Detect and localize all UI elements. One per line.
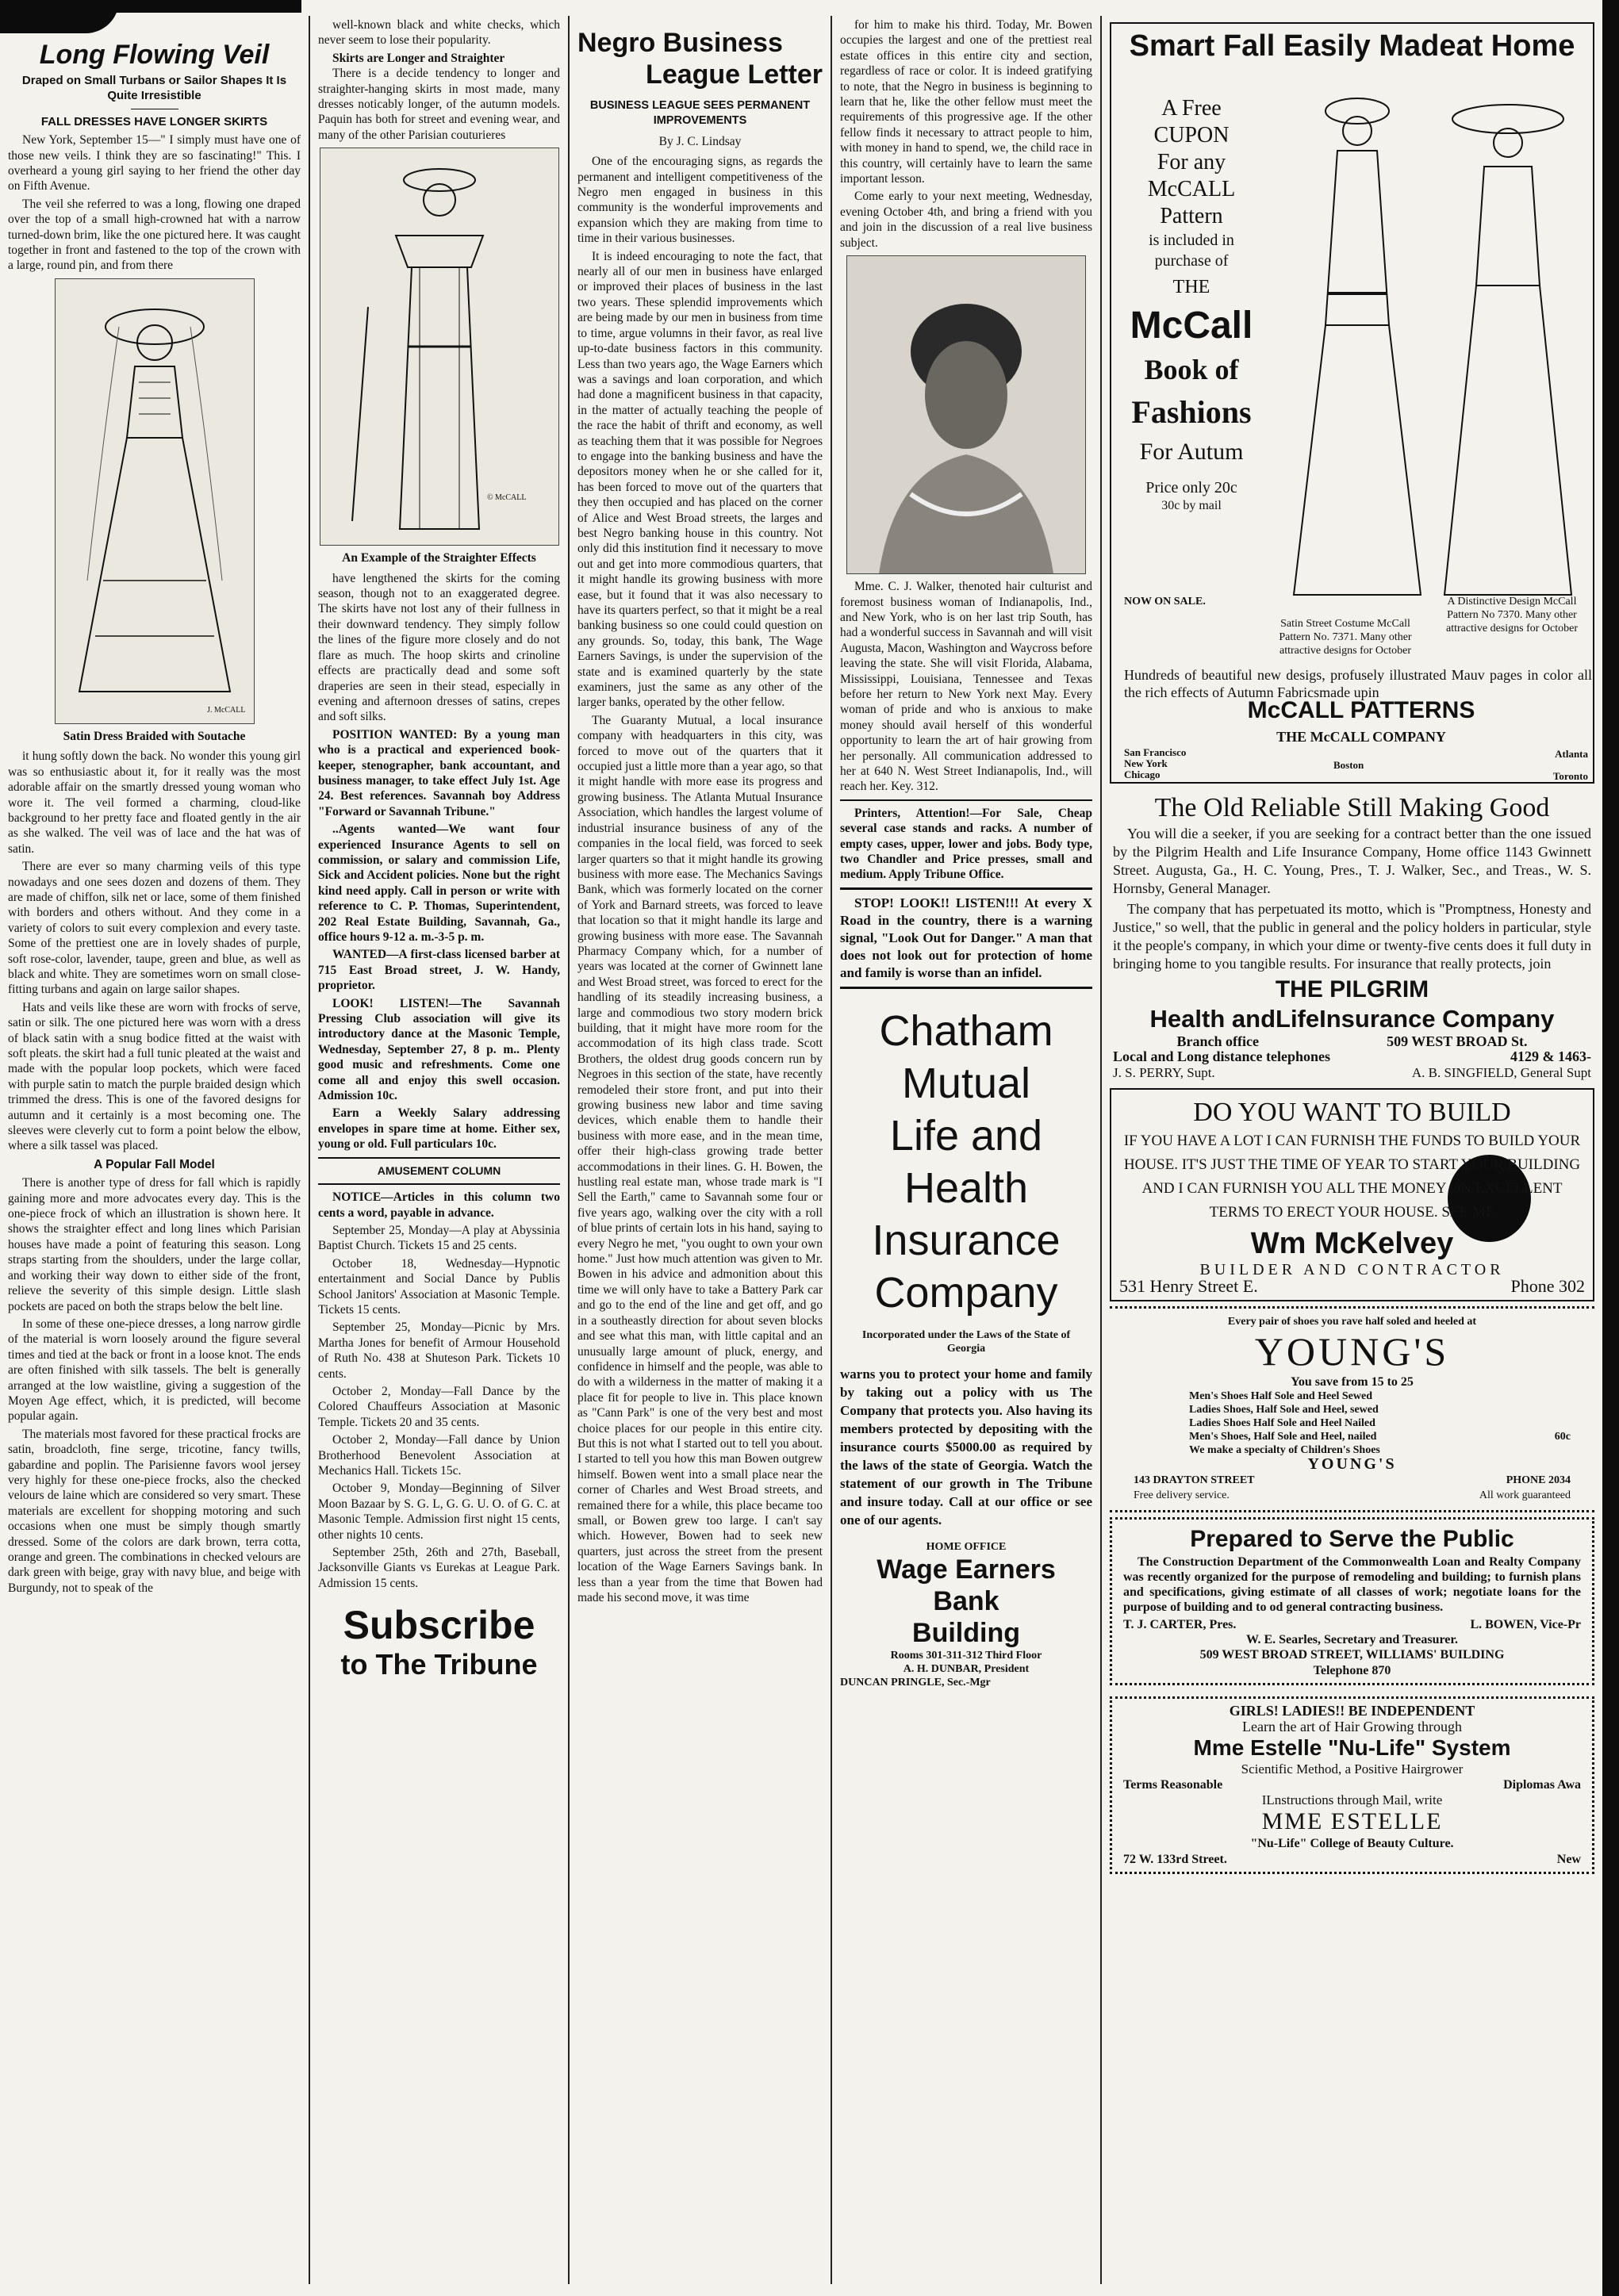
caption: Satin Dress Braided with Soutache bbox=[63, 729, 246, 743]
youngs-price-item: Ladies Shoes Half Sole and Heel Nailed bbox=[1189, 1417, 1375, 1430]
chatham-line: Health bbox=[903, 1163, 1029, 1212]
mckelvey-address-row bbox=[1119, 1275, 1585, 1296]
column-3 bbox=[570, 0, 831, 2296]
photo-madame-walker bbox=[846, 255, 1086, 574]
girls-ladies: GIRLS! LADIES!! BE INDEPENDENT bbox=[1229, 1703, 1475, 1719]
paragraph: Come early to your next meeting, Wednesday, evening October 4th, and bring a friend with you and join in the discussion of a real live business subject. bbox=[840, 190, 1092, 250]
paragraph: The veil she referred to was a long, flowing one draped over the top of a small high-crowned hat with a narrow turned-down brim, like the one pictured here. It was caught together in front and fastened to the top of the crown with a large, round pin, and from there bbox=[8, 197, 301, 273]
chatham-mutual-ad bbox=[840, 1005, 1092, 1319]
stop-look-listen: STOP! LOOK!! LISTEN!!! At every X Road in the country, there is a warning signal, "Look Out for Danger." A man that does not look out for protection of home and family is worse than an infidel. bbox=[840, 895, 1092, 980]
phone: Phone 302 bbox=[1510, 1275, 1585, 1296]
amusement-item: September 25, Monday—A play at Abyssinia Baptist Church. Tickets 15 and 25 cents. bbox=[318, 1223, 560, 1253]
mccall-ad bbox=[1110, 22, 1594, 784]
offer-line: McCALL bbox=[1147, 177, 1236, 201]
address: 531 Henry Street E. bbox=[1119, 1275, 1258, 1296]
mccall-cities bbox=[1124, 747, 1186, 780]
column-5 bbox=[1102, 0, 1602, 2296]
prepared-body: The Construction Department of the Commonwealth Loan and Realty Company was recently organized for the purpose of remodeling and building; to furnish plans and specifications, giving estimate of all classes of work; negotiate loans for the purpose of building and to od general contracting business. bbox=[1123, 1554, 1581, 1614]
offer-line: Fashions bbox=[1131, 394, 1252, 430]
estelle-address-row bbox=[1123, 1852, 1581, 1867]
amusement-item: October 2, Monday—Fall Dance by the Colored Chauffeurs Association at Masonic Temple. Tickets 20 and 35 cents. bbox=[318, 1384, 560, 1429]
chatham-line: Life and bbox=[889, 1111, 1043, 1159]
offer-line: For any bbox=[1157, 150, 1226, 174]
prepared-to-serve-ad bbox=[1110, 1517, 1594, 1686]
home-office: HOME OFFICE bbox=[926, 1540, 1007, 1553]
amusement-item: September 25th, 26th and 27th, Baseball, Jacksonville Giants vs Eurekas at League Park. Admission 15 cents. bbox=[318, 1546, 560, 1590]
illustration-signature: J. McCALL bbox=[207, 706, 246, 715]
price: Price only 20c bbox=[1145, 479, 1237, 496]
subhead-popular-fall-model: A Popular Fall Model bbox=[94, 1157, 215, 1171]
headline-veil: Long Flowing Veil bbox=[39, 40, 270, 70]
pilgrim-officers-row bbox=[1113, 1065, 1591, 1080]
offer-line: A Free bbox=[1161, 96, 1222, 121]
instructions: ILnstructions through Mail, write bbox=[1261, 1792, 1443, 1807]
phone-numbers: 4129 & 1463- bbox=[1510, 1048, 1591, 1065]
headline-league-letter: League Letter bbox=[646, 59, 823, 90]
city: Toronto bbox=[1552, 770, 1588, 782]
chatham-line: Chatham bbox=[879, 1006, 1053, 1055]
prepared-heading: Prepared to Serve the Public bbox=[1190, 1525, 1514, 1552]
youngs-address: 143 DRAYTON STREET bbox=[1134, 1474, 1255, 1486]
youngs-price-item: Men's Shoes Half Sole and Heel Sewed bbox=[1189, 1390, 1373, 1403]
fashion-illustration-satin-dress bbox=[55, 278, 255, 724]
mme-estelle: MME ESTELLE bbox=[1261, 1808, 1443, 1835]
youngs-phone: PHONE 2034 bbox=[1506, 1474, 1571, 1486]
mccall-title: Smart Fall Easily Madeat Home bbox=[1129, 29, 1575, 63]
subscribe-subheading: to The Tribune bbox=[340, 1648, 538, 1681]
youngs-service-row bbox=[1134, 1488, 1571, 1503]
mckelvey-ad bbox=[1110, 1088, 1594, 1301]
youngs-name-small: YOUNG'S bbox=[1307, 1455, 1397, 1474]
offer-line: purchase of bbox=[1154, 252, 1229, 270]
city: San Francisco bbox=[1124, 746, 1187, 758]
illustration-signature: © McCALL bbox=[486, 493, 527, 502]
wage-earners-bank: Wage Earners Bank bbox=[877, 1554, 1056, 1616]
rooms: Rooms 301-311-312 Third Floor bbox=[890, 1649, 1042, 1662]
scan-blot-right-edge bbox=[1602, 0, 1619, 2296]
offer-line: For Autum bbox=[1139, 439, 1244, 465]
perry: J. S. PERRY, Supt. bbox=[1113, 1064, 1215, 1080]
paragraph: There are ever so many charming veils of this type nowadays and one sees dozen and dozens of them. They are made of chiffon, silk net or lace, some of them finished with borders and others without. And they come in a variety of colors to suit every complexion and every taste. Some of the prettiest one are in lovely shades of purple, soft rose-color, lavender, taupe, green and blue, as well as black and white. They are sometimes worn on small close-fitting turbans and again on large sailor shapes. bbox=[8, 860, 301, 997]
dress-sketch-icon bbox=[56, 279, 254, 723]
classified-ad: Earn a Weekly Salary addressing envelopes in spare time at home. Either sex, young or old. Full particulars 10c. bbox=[318, 1106, 560, 1152]
youngs-guarantee: All work guaranteed bbox=[1479, 1489, 1571, 1502]
column-4 bbox=[832, 0, 1100, 2296]
build-heading: DO YOU WANT TO BUILD bbox=[1193, 1098, 1511, 1128]
paragraph: have lengthened the skirts for the coming season, though not to an exaggerated degree. The skirts have not lost any of their fullness in their downward tendency. They simply follow the lines of the figure more closely and do not flare as much. The hoop skirts and crinoline effects are practically dead and some soft draperies are seen in their stead, especially in evening and afternoon dresses of satins, crepes and soft silks. bbox=[318, 571, 560, 724]
estelle-ad bbox=[1110, 1696, 1594, 1874]
amusement-item: October 18, Wednesday—Hypnotic entertainment and Social Dance by Publis School Janitors' Association at Masonic Temple. Tickets 15 cents. bbox=[318, 1256, 560, 1317]
paragraph: There is another type of dress for fall which is rapidly gaining more and more advocates every day. This is the one-piece frock of which an illustration is shown here. It shows the straighter effect and long lines which Parisian houses have made a point of featuring this season. Long straps starting from the shoulders, under the large collar, and working their way down to either side of the front, relieve the severity of this simple design. Little slash pockets are paced on both the straps below the belt line. bbox=[8, 1176, 301, 1313]
singfield: A. B. SINGFIELD, General Supt bbox=[1411, 1064, 1591, 1080]
wage-earners-building: Building bbox=[912, 1617, 1020, 1648]
paragraph: for him to make his third. Today, Mr. Bowen occupies the largest and one of the prettiest real estate offices in this entire city and section, regardless of race or color. It is indeed gratifying to note, that the Negro in business is beginning to learn that he, like the other fellow must meet the requirements of this progressive age. If the other fellow finds it necessary to attract people to him, with money in hand to spend, we, the child race in this country, will certainly have to learn the same important lesson. bbox=[840, 18, 1092, 186]
paragraph: New York, September 15—" I simply must have one of those new veils. I think they are so fascinating!" This. I overheard a young girl saying to her friend the other day on Fifth Avenue. bbox=[8, 133, 301, 194]
youngs-price-item bbox=[1189, 1430, 1571, 1443]
now-on-sale: NOW ON SALE. bbox=[1124, 596, 1206, 608]
photo-caption: Mme. C. J. Walker, thenoted hair culturist and foremost business woman of Indianapolis, Ind., and New York, who is on her last trip South, has had a wonderful success in Savannah and will visit Augusta, Macon, Washington and Waycross before leaving the state. She will visit Florida, Alabama, Mississippi, Louisiana, Tennessee and Texas before her return to New York next May. Every woman of pride and who is anxious to make money should avail herself of this wonderful opportunity to learn the art of hair growing from her personally. All communication addressed to her at 640 N. West Street Indianapolis, Ind., will reach her. Key. 312. bbox=[840, 580, 1092, 794]
mccall-fashion-figures-icon bbox=[1270, 87, 1587, 611]
subhead: BUSINESS LEAGUE SEES PERMANENT IMPROVEMENTS bbox=[589, 99, 811, 128]
chatham-line: Company bbox=[874, 1268, 1058, 1317]
offer-line: Pattern bbox=[1160, 204, 1223, 228]
classified-ad: LOOK! LISTEN!—The Savannah Pressing Club association will give its introductory dance at the Masonic Temple, Wednesday, September 27, 8 p. m.. Plenty good music and refreshments. Come one come all and enjoy this swell occasion. Admission 10c. bbox=[318, 996, 560, 1103]
mccall-hundreds: Hundreds of beautiful new desigs, profusely illustrated Mauv pages in color all the rich effects of Autumn Fabricsmade upin bbox=[1124, 667, 1592, 700]
pilgrim-heading: The Old Reliable Still Making Good bbox=[1154, 793, 1550, 822]
estelle-city: New bbox=[1556, 1852, 1581, 1866]
headline-negro-business: Negro Business bbox=[577, 28, 783, 58]
youngs-price-value: 60c bbox=[1554, 1431, 1571, 1443]
mckelvey-name: Wm McKelvey bbox=[1250, 1227, 1454, 1261]
city: Atlanta bbox=[1555, 748, 1588, 760]
offer-line: CUPON bbox=[1153, 123, 1230, 148]
classified-ad: ..Agents wanted—We want four experienced Insurance Agents to sell on commission, or salary and commission Life, Sick and Accident policies. None but the right kind need apply. Call in person or write with reference to C. P. Thomas, Superintendent, 202 Real Estate Building, Savannah, Ga., office hours 9-12 a. m.-3-5 p. m. bbox=[318, 822, 560, 944]
pringle: DUNCAN PRINGLE, Sec.-Mgr bbox=[840, 1676, 991, 1688]
subscribe-heading: Subscribe bbox=[343, 1603, 535, 1648]
satin-street-costume: Satin Street Costume McCall Pattern No. 7371. Many other attractive designs for October bbox=[1279, 618, 1412, 657]
paragraph: There is a decide tendency to longer and straighter-hanging skirts in most made, many dresses noticably longer, of the autumn models. Paquin has both for street and evening wear, and many of the other Parisian couturieres bbox=[318, 67, 560, 142]
prepared-address: 509 WEST BROAD STREET, WILLIAMS' BUILDING bbox=[1199, 1648, 1505, 1662]
youngs-specialty: We make a specialty of Children's Shoes bbox=[1189, 1444, 1380, 1457]
column-1 bbox=[0, 0, 309, 2296]
offer-line: McCall bbox=[1130, 305, 1253, 347]
youngs-save: You save from 15 to 25 bbox=[1291, 1375, 1414, 1389]
chatham-body: warns you to protect your home and family by taking out a policy with us The Company that protects you. Also having its members protected by depositing with the insurance courts $5000.00 as required by the laws of the state of Georgia. Watch the statement of our growth in The Tribune and insure today. Call at our office or see one of our agents. bbox=[840, 1366, 1092, 1527]
diplomas: Diplomas Awa bbox=[1503, 1777, 1581, 1792]
phones-label: Local and Long distance telephones bbox=[1113, 1048, 1331, 1065]
paragraph: It is indeed encouraging to note the fact, that nearly all of our men in business have enlarged or improved their places of business in the last two years. These splendid improvements which are being made by our men in business from time to time, argue volumns in their favor, as real live up-to-date business factors in this community. Less than two years ago, the Wage Earners which was a savings and loan corporation, and which had done a magnificent business in that capacity, in the matter of actually teaching the people of the race the habit of thrift and economy, as well as teaching them that it was possible for Negroes to engage into the banking business and have the depositors money when he or she called for it, has been forced to move out of the quarters that they then occupied and has placed on the corner of Alice and West Broad streets, the larges and best Negro banking house in this country. Not only did this institution find it necessary to move out and get into more commodious quarters, that it might handle its growing business with more ease, but it found that it was also necessary to have its quarters perfect, so that it might be a real banking business so one could could question on any grounds. So, today, this bank, The Wage Earners Savings, is under the supervision of the state and is examined quarterly by the state examiners, just the same as any other of the larger banks, operated by the other fellow. bbox=[577, 249, 823, 710]
offer-line: THE bbox=[1172, 277, 1210, 297]
amusement-item: October 9, Monday—Beginning of Silver Moon Bazaar by S. G. L, G. G. U. O. of G. C. at Masonic Temple. Admission first night 15 cents, other nights 10 cents. bbox=[318, 1481, 560, 1542]
subhead: Draped on Small Turbans or Sailor Shapes It Is Quite Irresistible bbox=[21, 74, 287, 103]
searles: W. E. Searles, Secretary and Treasurer. bbox=[1245, 1633, 1459, 1647]
pilgrim-body: You will die a seeker, if you are seeking for a contract better than the one issued by the Pilgrim Health and Life Insurance Company, Home office 1143 Gwinnett Street. Augusta, Ga., H. C. Young, Pres., T. J. Walker, Sec., and Treas., W. S. Hornsby, General Manager. bbox=[1113, 826, 1591, 896]
subhead-fall-dresses: FALL DRESSES HAVE LONGER SKIRTS bbox=[40, 114, 268, 128]
youngs-price-label: Men's Shoes, Half Sole and Heel, nailed bbox=[1189, 1431, 1377, 1443]
pilgrim-ad bbox=[1110, 788, 1594, 1083]
bowen: L. BOWEN, Vice-Pr bbox=[1470, 1617, 1581, 1631]
amusement-item: September 25, Monday—Picnic by Mrs. Martha Jones for benefit of Armour Household of Ruth No. 438 at Shuteson Park. Tickets 10 cents. bbox=[318, 1320, 560, 1381]
paragraph: it hung softly down the back. No wonder this young girl was so enthusiastic about it, for it really was the most adorable affair on the smartly dressed young woman who wore it. The veil formed a charming, cloud-like background to her pretty face and floated gently in the air as she walked. The veil was of lace and the hat was of satin. bbox=[8, 749, 301, 856]
chatham-line: Mutual bbox=[901, 1059, 1031, 1107]
printers-ad: Printers, Attention!—For Sale, Cheap several case stands and racks. A number of empty cases, upper, lower and jobs. Body type, two Chandler and Price presses, small and medium. Apply Tribune Office. bbox=[840, 806, 1092, 882]
pilgrim-branch-row bbox=[1113, 1034, 1591, 1049]
learn-art: Learn the art of Hair Growing through bbox=[1242, 1718, 1462, 1734]
youngs-name: YOUNG'S bbox=[1254, 1329, 1450, 1374]
pilgrim-phone-row bbox=[1113, 1049, 1591, 1064]
paragraph: Hats and veils like these are worn with frocks of serve, satin or silk. The one pictured here was worn with a dress of black satin with a snug bodice fitted at the waist with soft pleats. the skirt had a full tunic pleated at the waist and made with the popular loop pockets, which were faced with purple satin to match the purple braided design which trimmed the dress. This is one of the favored designs for autumn and it certainly is a most becoming one. The sleeves were cleverly cut to form a point below the elbow, where a silk tassel was placed. bbox=[8, 1000, 301, 1153]
paragraph: One of the encouraging signs, as regards the permanent and intelligent competitiveness of the Negro men engaged in business in this community is the wonderful improvements and expansion which they are making from time to time in their various businesses. bbox=[577, 155, 823, 246]
column-2 bbox=[310, 0, 568, 2296]
estelle-system: Mme Estelle "Nu-Life" System bbox=[1193, 1735, 1511, 1761]
pilgrim-name: THE PILGRIM bbox=[1275, 976, 1429, 1002]
pilgrim-company: Health andLifeInsurance Company bbox=[1149, 1005, 1555, 1033]
prepared-phone: Telephone 870 bbox=[1313, 1663, 1391, 1677]
mccall-offer bbox=[1124, 95, 1259, 514]
classified-ad: POSITION WANTED: By a young man who is a practical and experienced book-keeper, stenographer, bank accountant, and business manager, to take effect July 1st. Age 24. Best references. Savannah boy Address "Forward or Savannah Tribune." bbox=[318, 727, 560, 818]
amusement-notice: NOTICE—Articles in this column two cents a word, payable in advance. bbox=[318, 1190, 560, 1220]
branch-address: 509 WEST BROAD St. bbox=[1387, 1033, 1528, 1049]
paragraph: The materials most favored for these practical frocks are satin, broadcloth, fine serge, tricotine, fancy twills, gabardine and poplin. The Parisienne favors wool jersey very highly for these one-piece frocks, also the checked velours de laine which are considered so very smart. These materials are excellent for shopping motoring and such occasions when one must be simply though smartly dressed. Some of the colors are dark brown, terra cotta, orange and green. The combinations in checked velours are dark green with beige, gray with navy blue, and beige with Burgundy, not to speak of the bbox=[8, 1427, 301, 1595]
scientific-method: Scientific Method, a Positive Hairgrower bbox=[1241, 1761, 1464, 1777]
classified-ad: WANTED—A first-class licensed barber at 715 East Broad street, J. W. Handy, proprietor. bbox=[318, 948, 560, 993]
amusement-item: October 2, Monday—Fall dance by Union Brotherhood Benevolent Association at Mechanics Hall. Tickets 15c. bbox=[318, 1433, 560, 1478]
branch-label: Branch office bbox=[1176, 1033, 1260, 1049]
chatham-line: Insurance bbox=[872, 1216, 1061, 1264]
city: New York bbox=[1124, 757, 1168, 769]
dunbar: A. H. DUNBAR, President bbox=[903, 1662, 1030, 1675]
estelle-terms-row bbox=[1123, 1777, 1581, 1792]
byline: By J. C. Lindsay bbox=[658, 134, 742, 148]
build-body: IF YOU HAVE A LOT I CAN FURNISH THE FUNDS TO BUILD YOUR HOUSE. IT'S JUST THE TIME OF YEAR TO START YOUR BUILDING AND I CAN FURNISH YOU ALL THE MONEY ON EXCELLENT TERMS TO ERECT YOUR HOUSE. SEE ME bbox=[1123, 1133, 1581, 1221]
city: Boston bbox=[1333, 759, 1364, 771]
builder-contractor: BUILDER AND CONTRACTOR bbox=[1199, 1261, 1505, 1279]
youngs-delivery: Free delivery service. bbox=[1134, 1489, 1230, 1502]
price-by-mail: 30c by mail bbox=[1161, 499, 1222, 512]
prepared-officers-row bbox=[1123, 1617, 1581, 1632]
paragraph: The Guaranty Mutual, a local insurance company with headquarters in this city, was forced to move out of the quarters that it occupied just a little more than a year ago, so that it might handle with more ease its progress and growing business. The Atlanta Mutual Insurance Association, which handles the largest volume of industrial insurance business of any of the companies in the local field, was forced to seek larger quarters so that it might handle its growing business with more ease. The Mechanics Savings Bank, which was formerly located on the corner of York and Barnard streets, was forced to leave that location so that it might handle its large and growing business with more ease. The Savannah Pharmacy Company which, for a number of years was located at the corner of Gwinnett lane and West Broad street, was forced to erect for the handling of its steadily increasing business, a large and commodious two story modern brick building, that it might have more room for the accommodation of its high class trade. Scott Brothers, the oldest drug goods concern run by Negroes in this section of the state, have recently remodeled their store front, and put into their growing business new labor and time saving devices, which enable them to handle their business with more ease, and in the mean time, offer their high-class growing trade better accommodations in their lines. G. H. Bowen, the hustling real estate man, whose trade mark is "I Sell the Earth," came to Savannah some four or five years ago, walking over the city with a roll of blue prints of certain lots in his hand, saying to every Negro he met, "you ought to own your own home." Just how much attention was given to Mr. Bowen in his advice and admonition about this time we will only have to take a Battery Park car and go to the end of the line and get off, and go in a southeastly direction for about seven blocks and see what this man, with little capital and an unusually large amount of pluck, energy, and confidence in himself and the people, was able to do with a wilderness in the matter of making it a place fit for people to live in. This place known as "Cann Park" is one of the very best and most choice places for our people in this entire city. But this is not what I started out to tell you about. I started to tell you how this man Bowen outgrew himself. Bowen went into a small place near the corner of Charles and West Broad streets, and remained there for a while, this place became too small, or Bowen grew too large. I can't say which. However, Bowen had to seek new quarters, just across the street from the present location of the Wage Earners Savings bank. In less than a year from the time that Bowen had made his second move, it was time bbox=[577, 713, 823, 1604]
youngs-address-row bbox=[1134, 1473, 1571, 1488]
paragraph: In some of these one-piece dresses, a long narrow girdle of the material is worn loosely around the figure several times and tied at the back or front in a loose knot. The ends are often finished with silk tassels. The belt is generally arranged at the low waistline, giving a suggestion of the Moyen Age effect, which, it is predicted, will become popular again. bbox=[8, 1317, 301, 1424]
estelle-address: 72 W. 133rd Street. bbox=[1123, 1852, 1227, 1866]
pilgrim-body: The company that has perpetuated its motto, which is "Promptness, Honesty and Justice," so well, that the public in general and the policy holders in particular, style it the people's company, in which your dime or twenty-five cents does it full duty in bringing home to you tangible results. For insurance that really protects, join bbox=[1113, 901, 1591, 972]
subhead-skirts: Skirts are Longer and Straighter bbox=[332, 51, 505, 65]
mccall-company: THE McCALL COMPANY bbox=[1276, 729, 1446, 745]
youngs-price-item: Ladies Shoes, Half Sole and Heel, sewed bbox=[1189, 1404, 1379, 1416]
mccall-patterns: McCALL PATTERNS bbox=[1247, 697, 1475, 723]
caption: An Example of the Straighter Effects bbox=[342, 551, 536, 565]
distinctive-design: A Distinctive Design McCall Pattern No 7370. Many other attractive designs for October bbox=[1446, 596, 1578, 634]
offer-line: is included in bbox=[1149, 232, 1234, 249]
fashion-illustration-straighter-effects bbox=[320, 148, 559, 546]
youngs-ad bbox=[1110, 1313, 1594, 1505]
paragraph: well-known black and white checks, which never seem to lose their popularity. bbox=[318, 18, 560, 48]
terms: Terms Reasonable bbox=[1123, 1777, 1223, 1792]
offer-line: Book of bbox=[1144, 354, 1239, 385]
dress-sketch-icon bbox=[320, 148, 558, 545]
college: "Nu-Life" College of Beauty Culture. bbox=[1250, 1837, 1454, 1851]
city: Chicago bbox=[1124, 769, 1161, 780]
amusement-column-title: AMUSEMENT COLUMN bbox=[377, 1163, 501, 1177]
chatham-incorporated: Incorporated under the Laws of the State of Georgia bbox=[861, 1328, 1071, 1355]
portrait-icon bbox=[847, 256, 1085, 573]
carter: T. J. CARTER, Pres. bbox=[1123, 1617, 1237, 1631]
youngs-top: Every pair of shoes you rave half soled and heeled at bbox=[1227, 1316, 1477, 1328]
